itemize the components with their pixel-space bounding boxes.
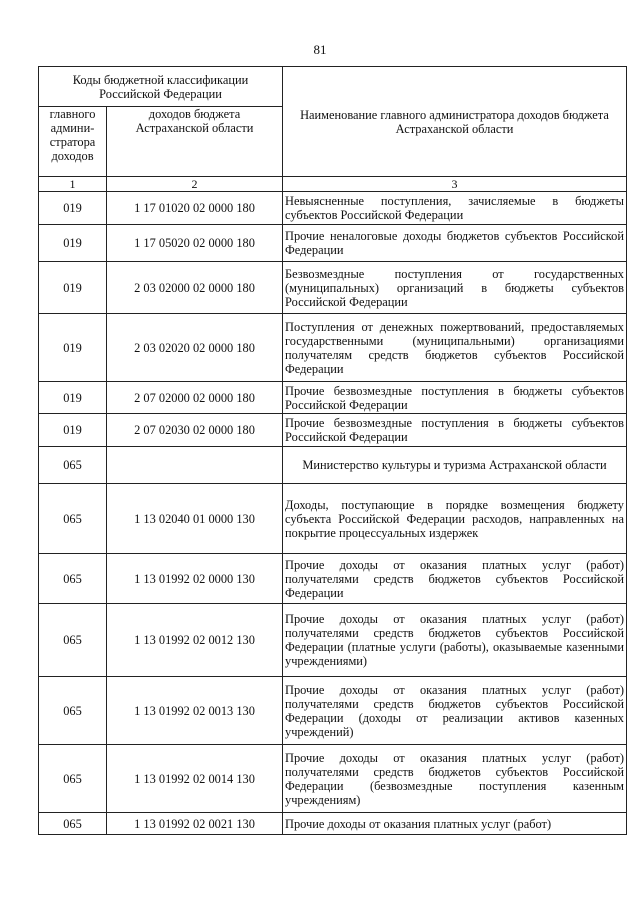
column-number-1: 1 (39, 177, 107, 192)
income-code-cell: 1 13 01992 02 0021 130 (107, 813, 283, 835)
income-name-cell: Прочие доходы от оказания платных услуг (работ) получателями средств бюджетов субъектов Российской Федерации (безвозмездные поступления казенным учреждениям) (283, 745, 627, 813)
income-code-cell: 1 13 01992 02 0013 130 (107, 677, 283, 745)
income-code-cell: 1 17 05020 02 0000 180 (107, 225, 283, 262)
budget-classification-table (38, 66, 627, 835)
table-row (39, 314, 627, 382)
income-code-cell: 1 13 01992 02 0012 130 (107, 604, 283, 677)
table-row (39, 604, 627, 677)
income-name-cell: Невыясненные поступления, зачисляемые в бюджеты субъектов Российской Федерации (283, 192, 627, 225)
table-row (39, 484, 627, 554)
income-name-cell: Прочие безвозмездные поступления в бюджеты субъектов Российской Федерации (283, 414, 627, 447)
income-name-cell: Прочие доходы от оказания платных услуг (работ) (283, 813, 627, 835)
admin-code-cell: 019 (39, 314, 107, 382)
table-row (39, 677, 627, 745)
admin-code-cell: 019 (39, 225, 107, 262)
admin-code-cell: 019 (39, 262, 107, 314)
admin-code-cell: 065 (39, 677, 107, 745)
income-code-cell: 2 03 02020 02 0000 180 (107, 314, 283, 382)
admin-code-cell: 065 (39, 604, 107, 677)
header-income-code-column: доходов бюджета Астраханской области (107, 107, 283, 177)
header-admin-code-column: главного админи-стратора доходов (39, 107, 107, 177)
income-name-cell: Прочие безвозмездные поступления в бюджеты субъектов Российской Федерации (283, 382, 627, 414)
admin-code-cell: 065 (39, 554, 107, 604)
table-row (39, 447, 627, 484)
table-row (39, 745, 627, 813)
admin-code-cell: 019 (39, 414, 107, 447)
income-code-cell: 1 13 02040 01 0000 130 (107, 484, 283, 554)
column-number-2: 2 (107, 177, 283, 192)
header-name-column: Наименование главного администратора доходов бюджета Астраханской области (283, 67, 627, 177)
income-name-cell: Прочие доходы от оказания платных услуг (работ) получателями средств бюджетов субъектов Российской Федерации (283, 554, 627, 604)
income-code-cell: 1 13 01992 02 0000 130 (107, 554, 283, 604)
admin-code-cell: 019 (39, 192, 107, 225)
admin-code-cell: 065 (39, 447, 107, 484)
table-row (39, 813, 627, 835)
table-row (39, 382, 627, 414)
income-code-cell: 1 17 01020 02 0000 180 (107, 192, 283, 225)
income-code-cell: 2 07 02030 02 0000 180 (107, 414, 283, 447)
income-name-cell: Безвозмездные поступления от государственных (муниципальных) организаций в бюджеты субъектов Российской Федерации (283, 262, 627, 314)
income-name-cell: Доходы, поступающие в порядке возмещения бюджету субъекта Российской Федерации расходов, направленных на покрытие процессуальных издержек (283, 484, 627, 554)
income-name-cell: Прочие неналоговые доходы бюджетов субъектов Российской Федерации (283, 225, 627, 262)
income-code-cell: 1 13 01992 02 0014 130 (107, 745, 283, 813)
column-number-3: 3 (283, 177, 627, 192)
table-row (39, 225, 627, 262)
income-code-cell (107, 447, 283, 484)
page-number: 81 (313, 42, 327, 57)
income-name-cell: Поступления от денежных пожертвований, предоставляемых государственными (муниципальными) организациями получателям средств бюджетов субъектов Российской Федерации (283, 314, 627, 382)
income-name-cell: Министерство культуры и туризма Астраханской области (283, 447, 627, 484)
income-name-cell: Прочие доходы от оказания платных услуг (работ) получателями средств бюджетов субъектов Российской Федерации (доходы от реализации активов казенных учреждений) (283, 677, 627, 745)
table-row (39, 554, 627, 604)
admin-code-cell: 065 (39, 745, 107, 813)
admin-code-cell: 019 (39, 382, 107, 414)
income-code-cell: 2 07 02000 02 0000 180 (107, 382, 283, 414)
income-name-cell: Прочие доходы от оказания платных услуг (работ) получателями средств бюджетов субъектов Российской Федерации (платные услуги (работы), оказываемые казенными учреждениями) (283, 604, 627, 677)
table-row (39, 262, 627, 314)
header-codes-group: Коды бюджетной классификации Российской Федерации (39, 67, 283, 107)
admin-code-cell: 065 (39, 484, 107, 554)
table-row (39, 192, 627, 225)
admin-code-cell: 065 (39, 813, 107, 835)
table-row (39, 414, 627, 447)
income-code-cell: 2 03 02000 02 0000 180 (107, 262, 283, 314)
